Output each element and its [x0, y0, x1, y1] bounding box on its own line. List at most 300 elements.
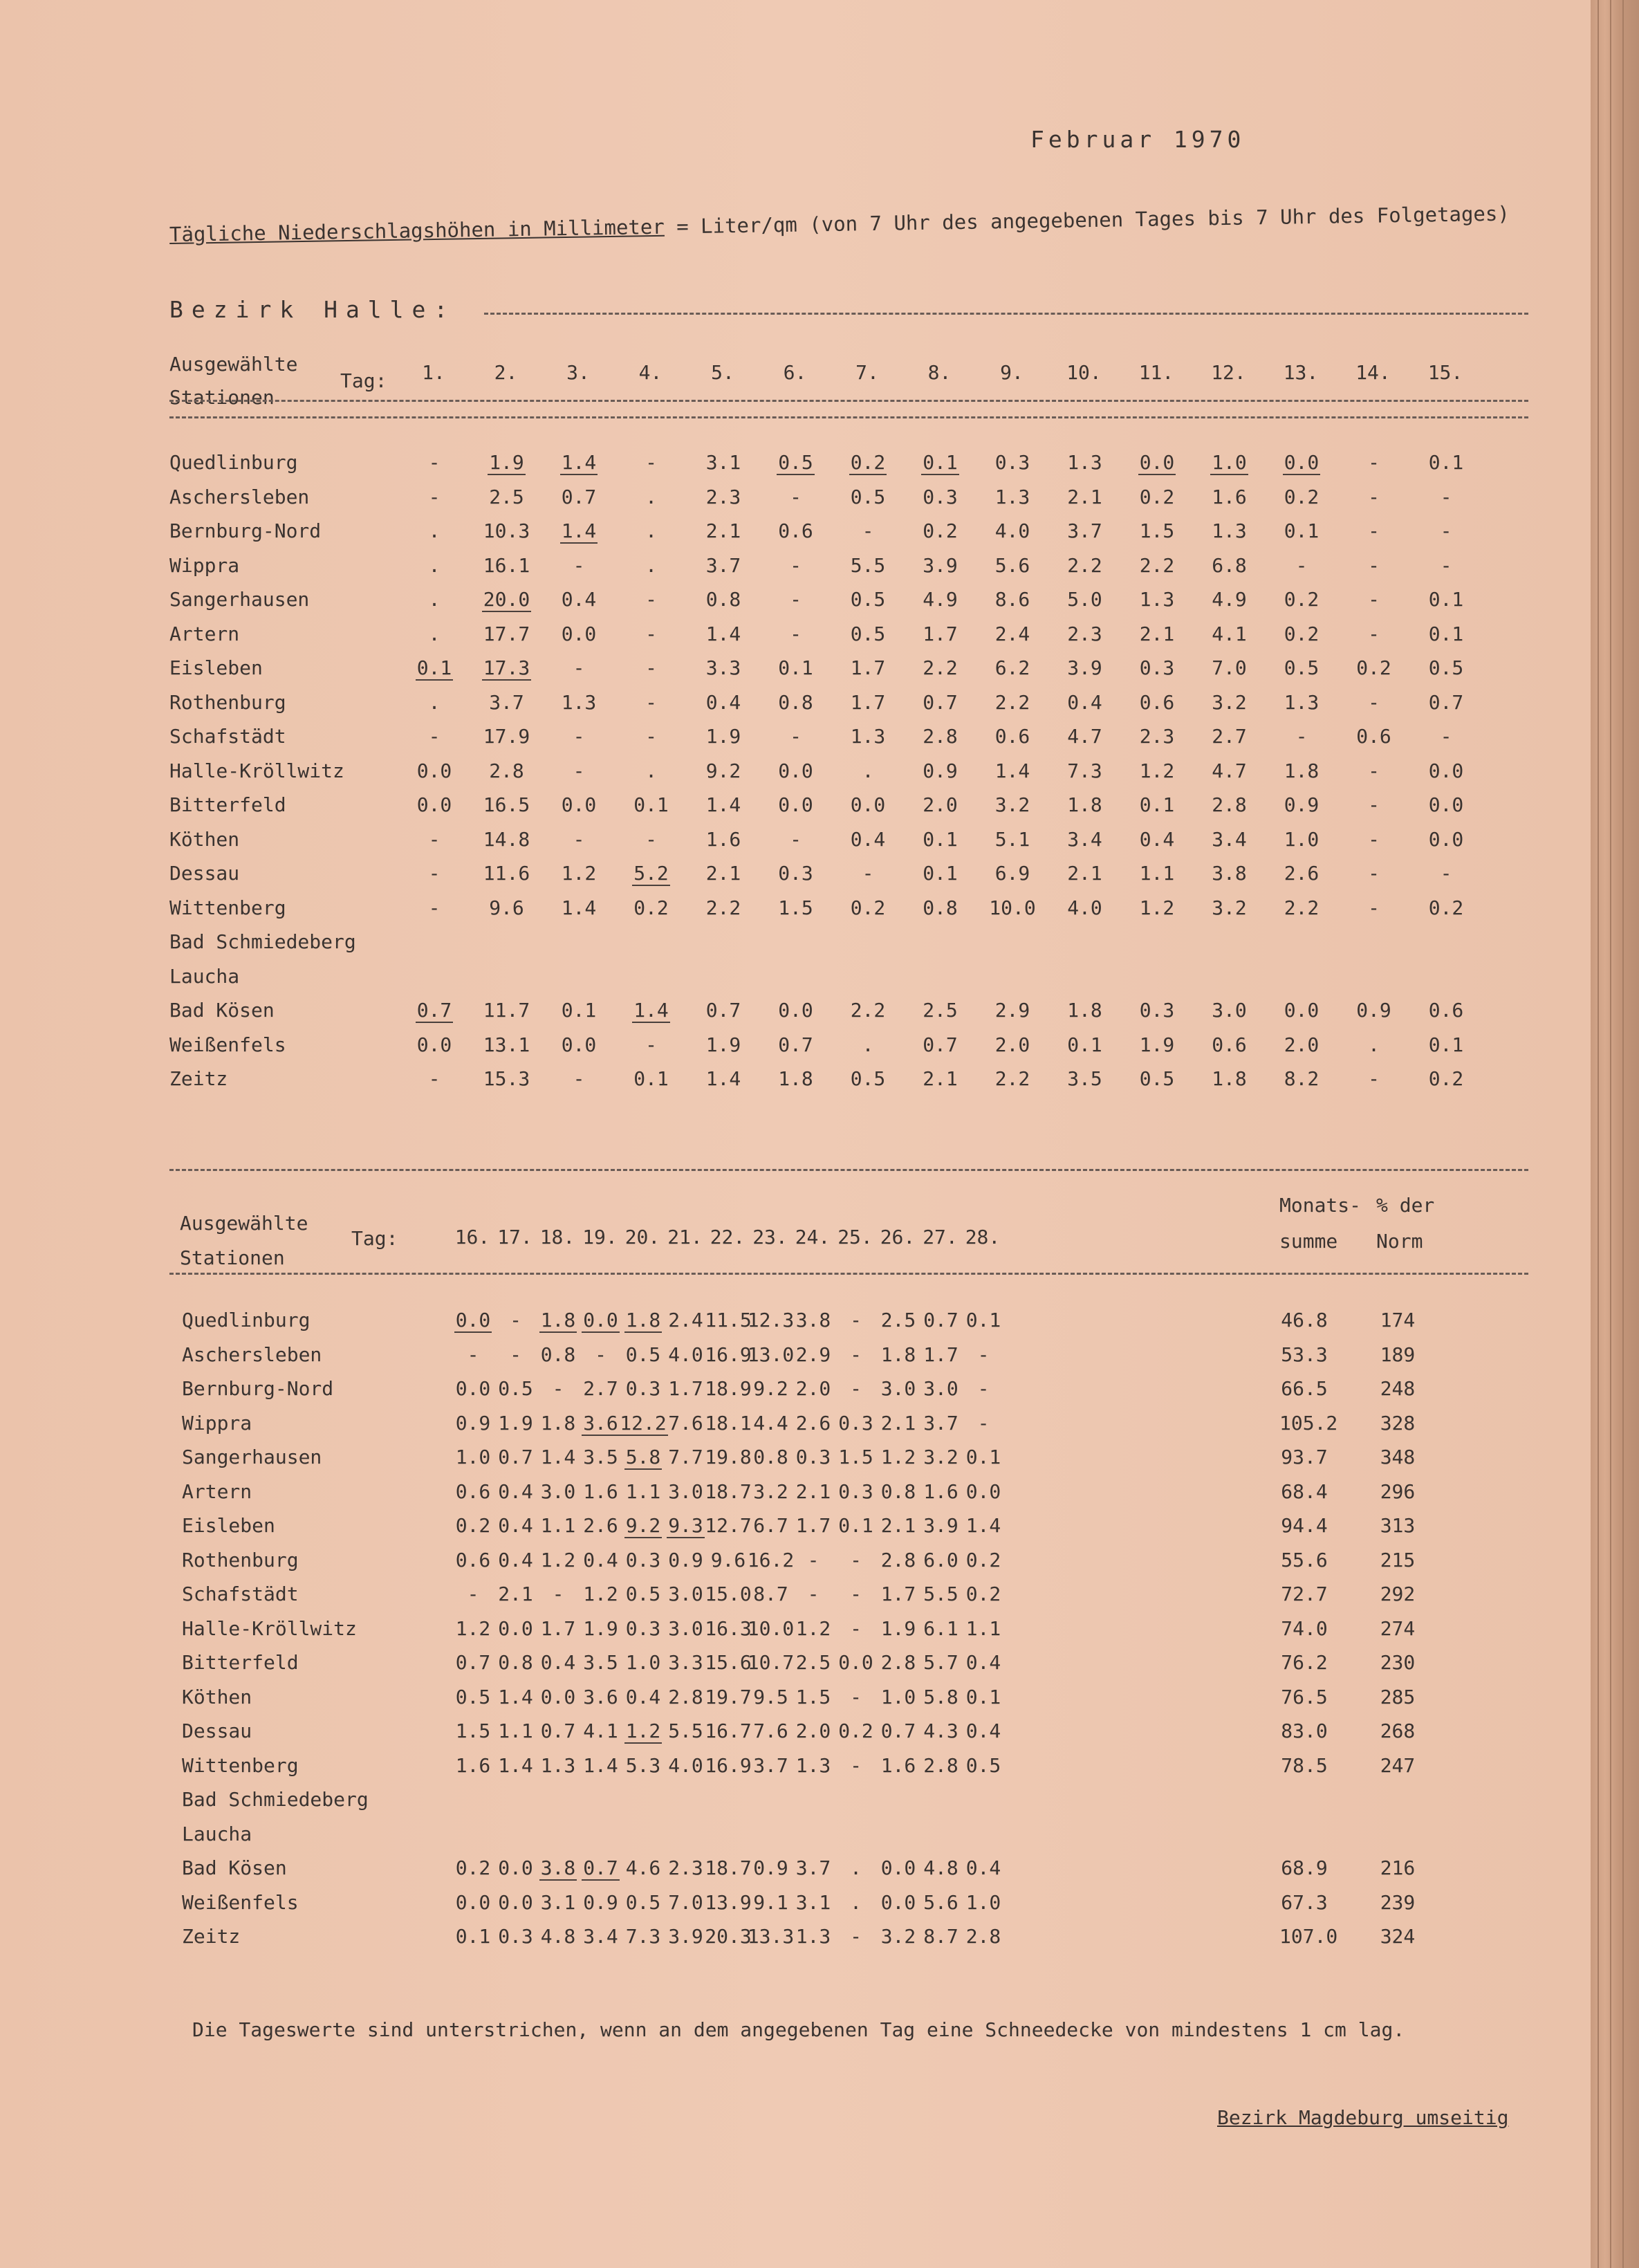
precip-cell: 0.2 — [455, 1514, 491, 1537]
precip-cell: - — [428, 1067, 441, 1090]
precip-cell: 6.1 — [923, 1616, 959, 1640]
precip-cell: 0.7 — [416, 999, 452, 1022]
precip-cell: 0.3 — [778, 862, 813, 885]
district-title: Bezirk Halle: — [169, 296, 456, 323]
precip-cell: 2.8 — [489, 759, 524, 782]
day-header: 7. — [855, 361, 879, 384]
percent-norm-cell: 324 — [1380, 1925, 1416, 1948]
precip-cell: - — [573, 1067, 585, 1090]
station-name: Aschersleben — [169, 485, 310, 508]
precip-cell: - — [428, 896, 441, 919]
precip-cell: 3.0 — [1212, 999, 1247, 1022]
precip-cell: 0.4 — [625, 1685, 661, 1708]
precip-cell: 0.0 — [1428, 759, 1464, 782]
precip-cell: 0.6 — [455, 1548, 491, 1571]
precip-cell: 0.7 — [923, 1309, 959, 1331]
precip-cell: 1.0 — [1212, 451, 1247, 474]
precip-cell: 0.5 — [498, 1377, 533, 1400]
precip-cell: 0.3 — [838, 1411, 873, 1435]
precip-cell: - — [645, 725, 657, 748]
header-stations-2: Stationen — [180, 1246, 285, 1269]
header-norm: % der — [1376, 1194, 1435, 1217]
precip-cell: 0.0 — [561, 1033, 597, 1056]
day-header: 26. — [880, 1226, 916, 1248]
precip-cell: 0.4 — [498, 1548, 533, 1571]
precip-cell: - — [428, 827, 441, 851]
precip-cell: . — [862, 759, 874, 782]
precip-cell: 0.4 — [965, 1720, 1001, 1742]
precip-cell: 0.3 — [795, 1446, 831, 1468]
day-header: 2. — [494, 361, 518, 384]
percent-norm-cell: 268 — [1380, 1720, 1416, 1742]
precip-cell: 6.7 — [753, 1514, 788, 1537]
precip-cell: 1.2 — [625, 1720, 661, 1742]
precip-cell: 0.4 — [498, 1479, 533, 1503]
precip-cell: . — [428, 553, 441, 577]
precip-cell: 3.7 — [489, 690, 524, 714]
precip-cell: 0.0 — [416, 759, 452, 782]
precip-cell: 0.1 — [1428, 451, 1464, 474]
precip-cell: 3.0 — [668, 1583, 703, 1605]
precip-cell: 1.8 — [540, 1309, 576, 1331]
precip-cell: 5.0 — [1067, 588, 1102, 611]
station-name: Bad Schmiedeberg — [169, 930, 356, 953]
precip-cell: 1.3 — [850, 725, 886, 748]
day-header: 1. — [422, 361, 445, 384]
precip-cell: 0.5 — [850, 1067, 886, 1090]
monthly-sum-cell: 76.2 — [1281, 1651, 1328, 1674]
precip-cell: 3.2 — [1212, 690, 1247, 714]
precip-cell: 0.0 — [561, 793, 597, 816]
precip-cell: 4.8 — [540, 1925, 576, 1948]
precip-cell: 0.0 — [455, 1890, 491, 1914]
precip-cell: 0.1 — [923, 451, 958, 474]
precip-cell: 3.6 — [583, 1685, 618, 1708]
precip-cell: - — [428, 485, 441, 508]
precip-cell: 0.2 — [965, 1583, 1001, 1605]
day-header: 20. — [624, 1226, 660, 1248]
precip-cell: 0.2 — [1284, 622, 1319, 645]
precip-cell: 0.6 — [1356, 725, 1391, 748]
precip-cell: 3.9 — [668, 1925, 703, 1948]
precip-cell: 2.1 — [498, 1583, 533, 1605]
precip-cell: - — [790, 725, 802, 748]
precip-cell: 0.4 — [965, 1856, 1001, 1879]
precip-cell: 1.9 — [705, 725, 741, 748]
precip-cell: 1.6 — [705, 827, 741, 851]
precip-cell: 1.9 — [1139, 1033, 1175, 1056]
precip-cell: - — [1440, 519, 1452, 542]
monthly-sum-cell: 78.5 — [1281, 1753, 1328, 1777]
station-name: Bitterfeld — [182, 1651, 299, 1674]
precip-cell: - — [850, 1616, 862, 1640]
precip-cell: 0.5 — [965, 1753, 1001, 1777]
precip-cell: 1.8 — [1067, 999, 1102, 1022]
precip-cell: 0.4 — [561, 588, 597, 611]
heading-main: Tägliche Niederschlagshöhen in Millimeter — [169, 214, 665, 246]
table-row — [0, 793, 1591, 827]
percent-norm-cell: 348 — [1380, 1446, 1416, 1468]
precip-cell: 4.9 — [923, 588, 958, 611]
precip-cell: 0.6 — [1428, 999, 1464, 1022]
precip-cell: - — [1368, 622, 1380, 645]
precip-cell: 4.6 — [625, 1856, 661, 1879]
header-monthly-sum-2: summe — [1279, 1230, 1338, 1253]
precip-cell: 0.9 — [583, 1890, 618, 1914]
precip-cell: 1.6 — [583, 1479, 618, 1503]
precip-cell: 2.0 — [1284, 1033, 1319, 1056]
precip-cell: - — [850, 1925, 862, 1948]
precip-cell: - — [790, 622, 802, 645]
precip-cell: - — [850, 1548, 862, 1571]
precip-cell: 1.3 — [1067, 451, 1102, 474]
precip-cell: 0.7 — [540, 1720, 576, 1742]
precip-cell: 0.1 — [1428, 622, 1464, 645]
precip-cell: 0.8 — [880, 1479, 916, 1503]
precip-cell: 4.1 — [583, 1720, 618, 1742]
precip-cell: 3.5 — [583, 1446, 618, 1468]
precip-cell: 0.1 — [923, 827, 958, 851]
precip-cell: 13.0 — [747, 1343, 795, 1366]
precip-cell: - — [1368, 451, 1380, 474]
precip-cell: 0.9 — [753, 1856, 788, 1879]
table-row — [0, 999, 1591, 1032]
station-name: Laucha — [169, 964, 240, 988]
precip-cell: 2.5 — [795, 1651, 831, 1674]
precip-cell: 3.3 — [668, 1651, 703, 1674]
precip-cell: 0.3 — [625, 1548, 661, 1571]
precip-cell: 5.2 — [633, 862, 669, 885]
precip-cell: 2.1 — [880, 1411, 916, 1435]
precip-cell: 1.3 — [795, 1753, 831, 1777]
precip-cell: 0.1 — [1428, 588, 1464, 611]
precip-cell: 0.5 — [1284, 656, 1319, 679]
station-name: Artern — [169, 622, 240, 645]
precip-cell: 3.2 — [994, 793, 1030, 816]
station-name: Rothenburg — [182, 1548, 299, 1571]
precip-cell: 7.3 — [625, 1925, 661, 1948]
precip-cell: - — [645, 588, 657, 611]
precip-cell: 1.6 — [455, 1753, 491, 1777]
precip-cell: 0.9 — [1356, 999, 1391, 1022]
precip-cell: 2.8 — [923, 1753, 959, 1777]
precip-cell: - — [790, 588, 802, 611]
precip-cell: 9.3 — [668, 1514, 703, 1537]
precip-cell: 1.9 — [880, 1616, 916, 1640]
precip-cell: 0.0 — [838, 1651, 873, 1674]
table-row — [0, 486, 1591, 519]
precip-cell: - — [552, 1377, 564, 1400]
precip-cell: 1.4 — [965, 1514, 1001, 1537]
precip-cell: 1.7 — [850, 690, 886, 714]
precip-cell: 2.1 — [880, 1514, 916, 1537]
precip-cell: 1.5 — [838, 1446, 873, 1468]
precip-cell: 7.6 — [753, 1720, 788, 1742]
precip-cell: 1.6 — [923, 1479, 959, 1503]
precip-cell: 12.2 — [620, 1411, 667, 1435]
precip-cell: 0.5 — [1139, 1067, 1175, 1090]
precip-cell: 2.2 — [1284, 896, 1319, 919]
precip-cell: 16.9 — [705, 1343, 752, 1366]
precip-cell: 0.3 — [923, 485, 958, 508]
precip-cell: 1.2 — [1139, 759, 1175, 782]
precip-cell: 1.4 — [705, 622, 741, 645]
percent-norm-cell: 230 — [1380, 1651, 1416, 1674]
precip-cell: 0.5 — [778, 451, 813, 474]
precip-cell: - — [1440, 553, 1452, 577]
precip-cell: 7.3 — [1067, 759, 1102, 782]
precip-cell: 3.4 — [1067, 827, 1102, 851]
precip-cell: 1.5 — [795, 1685, 831, 1708]
precip-cell: - — [807, 1583, 819, 1605]
precip-cell: 0.0 — [416, 793, 452, 816]
precip-cell: 1.3 — [795, 1925, 831, 1948]
precip-cell: 1.8 — [540, 1411, 576, 1435]
precip-cell: 13.9 — [705, 1890, 752, 1914]
precip-cell: 5.7 — [923, 1651, 959, 1674]
precip-cell: - — [573, 759, 585, 782]
station-name: Wittenberg — [169, 896, 286, 919]
precip-cell: 3.9 — [923, 1514, 959, 1537]
monthly-sum-cell: 66.5 — [1281, 1377, 1328, 1400]
precip-cell: 6.8 — [1212, 553, 1247, 577]
precip-cell: 3.2 — [753, 1479, 788, 1503]
precip-cell: 3.0 — [540, 1479, 576, 1503]
precip-cell: 3.8 — [540, 1856, 576, 1879]
precip-cell: 0.0 — [778, 999, 813, 1022]
precip-cell: 0.1 — [1139, 793, 1175, 816]
precip-cell: 0.1 — [455, 1925, 491, 1948]
precip-cell: - — [645, 451, 657, 474]
precip-cell: - — [850, 1753, 862, 1777]
precip-cell: 2.7 — [1212, 725, 1247, 748]
precip-cell: 0.1 — [561, 999, 597, 1022]
precip-cell: 1.4 — [561, 519, 597, 542]
precip-cell: 16.9 — [705, 1753, 752, 1777]
header-norm-2: Norm — [1376, 1230, 1423, 1253]
precip-cell: 4.3 — [923, 1720, 959, 1742]
precip-cell: 3.2 — [880, 1925, 916, 1948]
precip-cell: 2.0 — [795, 1720, 831, 1742]
precip-cell: 9.1 — [753, 1890, 788, 1914]
precip-cell: 0.0 — [880, 1856, 916, 1879]
precip-cell: 2.0 — [994, 1033, 1030, 1056]
precip-cell: 4.8 — [923, 1856, 959, 1879]
precip-cell: 1.3 — [540, 1753, 576, 1777]
precip-cell: 1.1 — [625, 1479, 661, 1503]
precip-cell: 0.2 — [838, 1720, 873, 1742]
precip-cell: 5.8 — [923, 1685, 959, 1708]
monthly-sum-cell: 76.5 — [1281, 1685, 1328, 1708]
precip-cell: 0.2 — [850, 451, 886, 474]
precip-cell: 0.0 — [455, 1377, 491, 1400]
precip-cell: 3.5 — [583, 1651, 618, 1674]
precip-cell: . — [850, 1856, 862, 1879]
precip-cell: 6.0 — [923, 1548, 959, 1571]
precip-cell: - — [645, 690, 657, 714]
precip-cell: 0.1 — [778, 656, 813, 679]
precip-cell: . — [428, 519, 441, 542]
precip-cell: 5.1 — [994, 827, 1030, 851]
precip-cell: - — [428, 451, 441, 474]
precip-cell: 5.5 — [923, 1583, 959, 1605]
precip-cell: 8.2 — [1284, 1067, 1319, 1090]
precip-cell: 2.8 — [880, 1651, 916, 1674]
station-name: Halle-Kröllwitz — [169, 759, 344, 782]
precip-cell: - — [573, 656, 585, 679]
precip-cell: 0.5 — [1428, 656, 1464, 679]
table-row — [0, 1480, 1591, 1513]
table-row — [0, 1412, 1591, 1445]
station-name: Bad Kösen — [169, 999, 275, 1022]
precip-cell: - — [850, 1309, 862, 1331]
station-name: Rothenburg — [169, 690, 286, 714]
precip-cell: 1.0 — [455, 1446, 491, 1468]
precip-cell: 0.8 — [705, 588, 741, 611]
precip-cell: 2.9 — [795, 1343, 831, 1366]
precip-cell: 0.7 — [923, 690, 958, 714]
precip-cell: - — [1368, 896, 1380, 919]
station-name: Artern — [182, 1479, 252, 1503]
precip-cell: 2.8 — [880, 1548, 916, 1571]
percent-norm-cell: 274 — [1380, 1616, 1416, 1640]
precip-cell: . — [428, 690, 441, 714]
percent-norm-cell: 215 — [1380, 1548, 1416, 1571]
precip-cell: 1.8 — [880, 1343, 916, 1366]
day-header: 9. — [1000, 361, 1024, 384]
precip-cell: 0.5 — [455, 1685, 491, 1708]
precip-cell: 3.5 — [1067, 1067, 1102, 1090]
precip-cell: 2.2 — [994, 1067, 1030, 1090]
precip-cell: 0.0 — [778, 793, 813, 816]
precip-cell: 9.6 — [710, 1548, 746, 1571]
precip-cell: 1.1 — [965, 1616, 1001, 1640]
precip-cell: 1.4 — [498, 1685, 533, 1708]
table-row — [0, 759, 1591, 793]
precip-cell: - — [1440, 862, 1452, 885]
precip-cell: 0.2 — [1284, 485, 1319, 508]
precip-cell: 0.5 — [850, 622, 886, 645]
precip-cell: 0.8 — [923, 896, 958, 919]
precip-cell: 19.8 — [705, 1446, 752, 1468]
table-row — [0, 1686, 1591, 1719]
precip-cell: 0.2 — [923, 519, 958, 542]
station-name: Dessau — [182, 1720, 252, 1742]
precip-cell: 1.9 — [705, 1033, 741, 1056]
station-name: Sangerhausen — [182, 1446, 322, 1468]
station-name: Wippra — [169, 553, 240, 577]
precip-cell: 3.0 — [668, 1479, 703, 1503]
precip-cell: 5.3 — [625, 1753, 661, 1777]
precip-cell: 1.0 — [625, 1651, 661, 1674]
day-header: 11. — [1138, 361, 1174, 384]
precip-cell: 3.9 — [1067, 656, 1102, 679]
precip-cell: 16.5 — [483, 793, 530, 816]
precip-cell: 0.2 — [1356, 656, 1391, 679]
precip-cell: 0.7 — [561, 485, 597, 508]
monthly-sum-cell: 93.7 — [1281, 1446, 1328, 1468]
precip-cell: 1.3 — [1212, 519, 1247, 542]
day-header: 13. — [1283, 361, 1319, 384]
precip-cell: 0.1 — [965, 1685, 1001, 1708]
precip-cell: 2.8 — [923, 725, 958, 748]
table-row — [0, 519, 1591, 553]
precip-cell: 2.5 — [923, 999, 958, 1022]
station-name: Köthen — [169, 827, 240, 851]
precip-cell: - — [862, 862, 874, 885]
precip-cell: 1.4 — [705, 793, 741, 816]
precip-cell: 0.8 — [778, 690, 813, 714]
precip-cell: 1.2 — [795, 1616, 831, 1640]
precip-cell: 2.8 — [1212, 793, 1247, 816]
day-header: 28. — [965, 1226, 1001, 1248]
monthly-sum-cell: 107.0 — [1279, 1925, 1338, 1948]
table-row — [0, 828, 1591, 861]
monthly-sum-cell: 105.2 — [1279, 1411, 1338, 1435]
precip-cell: 4.0 — [668, 1753, 703, 1777]
precip-cell: 3.7 — [923, 1411, 959, 1435]
precip-cell: - — [1368, 553, 1380, 577]
precip-cell: 0.0 — [498, 1856, 533, 1879]
precip-cell: - — [1440, 485, 1452, 508]
precip-cell: 0.0 — [498, 1890, 533, 1914]
precip-cell: 3.3 — [705, 656, 741, 679]
precip-cell: 3.2 — [1212, 896, 1247, 919]
station-name: Bad Kösen — [182, 1856, 287, 1879]
divider — [484, 313, 1528, 315]
precip-cell: 0.2 — [965, 1548, 1001, 1571]
station-name: Wippra — [182, 1411, 252, 1435]
precip-cell: 2.0 — [923, 793, 958, 816]
precip-cell: 0.7 — [1428, 690, 1464, 714]
precip-cell: . — [1368, 1033, 1380, 1056]
precip-cell: 4.0 — [994, 519, 1030, 542]
precip-cell: . — [850, 1890, 862, 1914]
precip-cell: 0.7 — [583, 1856, 618, 1879]
precip-cell: 3.7 — [753, 1753, 788, 1777]
precip-cell: 1.8 — [1284, 759, 1319, 782]
station-name: Eisleben — [169, 656, 263, 679]
table-row — [0, 554, 1591, 587]
precip-cell: - — [862, 519, 874, 542]
precip-cell: 1.6 — [1212, 485, 1247, 508]
precip-cell: 3.8 — [1212, 862, 1247, 885]
precip-cell: 5.5 — [668, 1720, 703, 1742]
precip-cell: 11.6 — [483, 862, 530, 885]
precip-cell: 0.5 — [850, 485, 886, 508]
precip-cell: 10.0 — [747, 1616, 795, 1640]
precip-cell: 0.6 — [778, 519, 813, 542]
precip-cell: - — [1368, 1067, 1380, 1090]
precip-cell: 1.4 — [561, 896, 597, 919]
precip-cell: 1.4 — [705, 1067, 741, 1090]
precip-cell: 1.7 — [923, 1343, 959, 1366]
precip-cell: 0.3 — [625, 1377, 661, 1400]
precip-cell: 1.8 — [1067, 793, 1102, 816]
precip-cell: 0.5 — [625, 1343, 661, 1366]
precip-cell: 2.6 — [1284, 862, 1319, 885]
precip-cell: 0.1 — [633, 793, 669, 816]
monthly-sum-cell: 83.0 — [1281, 1720, 1328, 1742]
precip-cell: 0.0 — [1284, 999, 1319, 1022]
table-row — [0, 930, 1591, 964]
precip-cell: 0.5 — [625, 1890, 661, 1914]
precip-cell: 2.1 — [1139, 622, 1175, 645]
monthly-sum-cell: 46.8 — [1281, 1309, 1328, 1331]
table-row — [0, 451, 1591, 484]
precip-cell: 1.4 — [561, 451, 597, 474]
day-header: 27. — [923, 1226, 958, 1248]
